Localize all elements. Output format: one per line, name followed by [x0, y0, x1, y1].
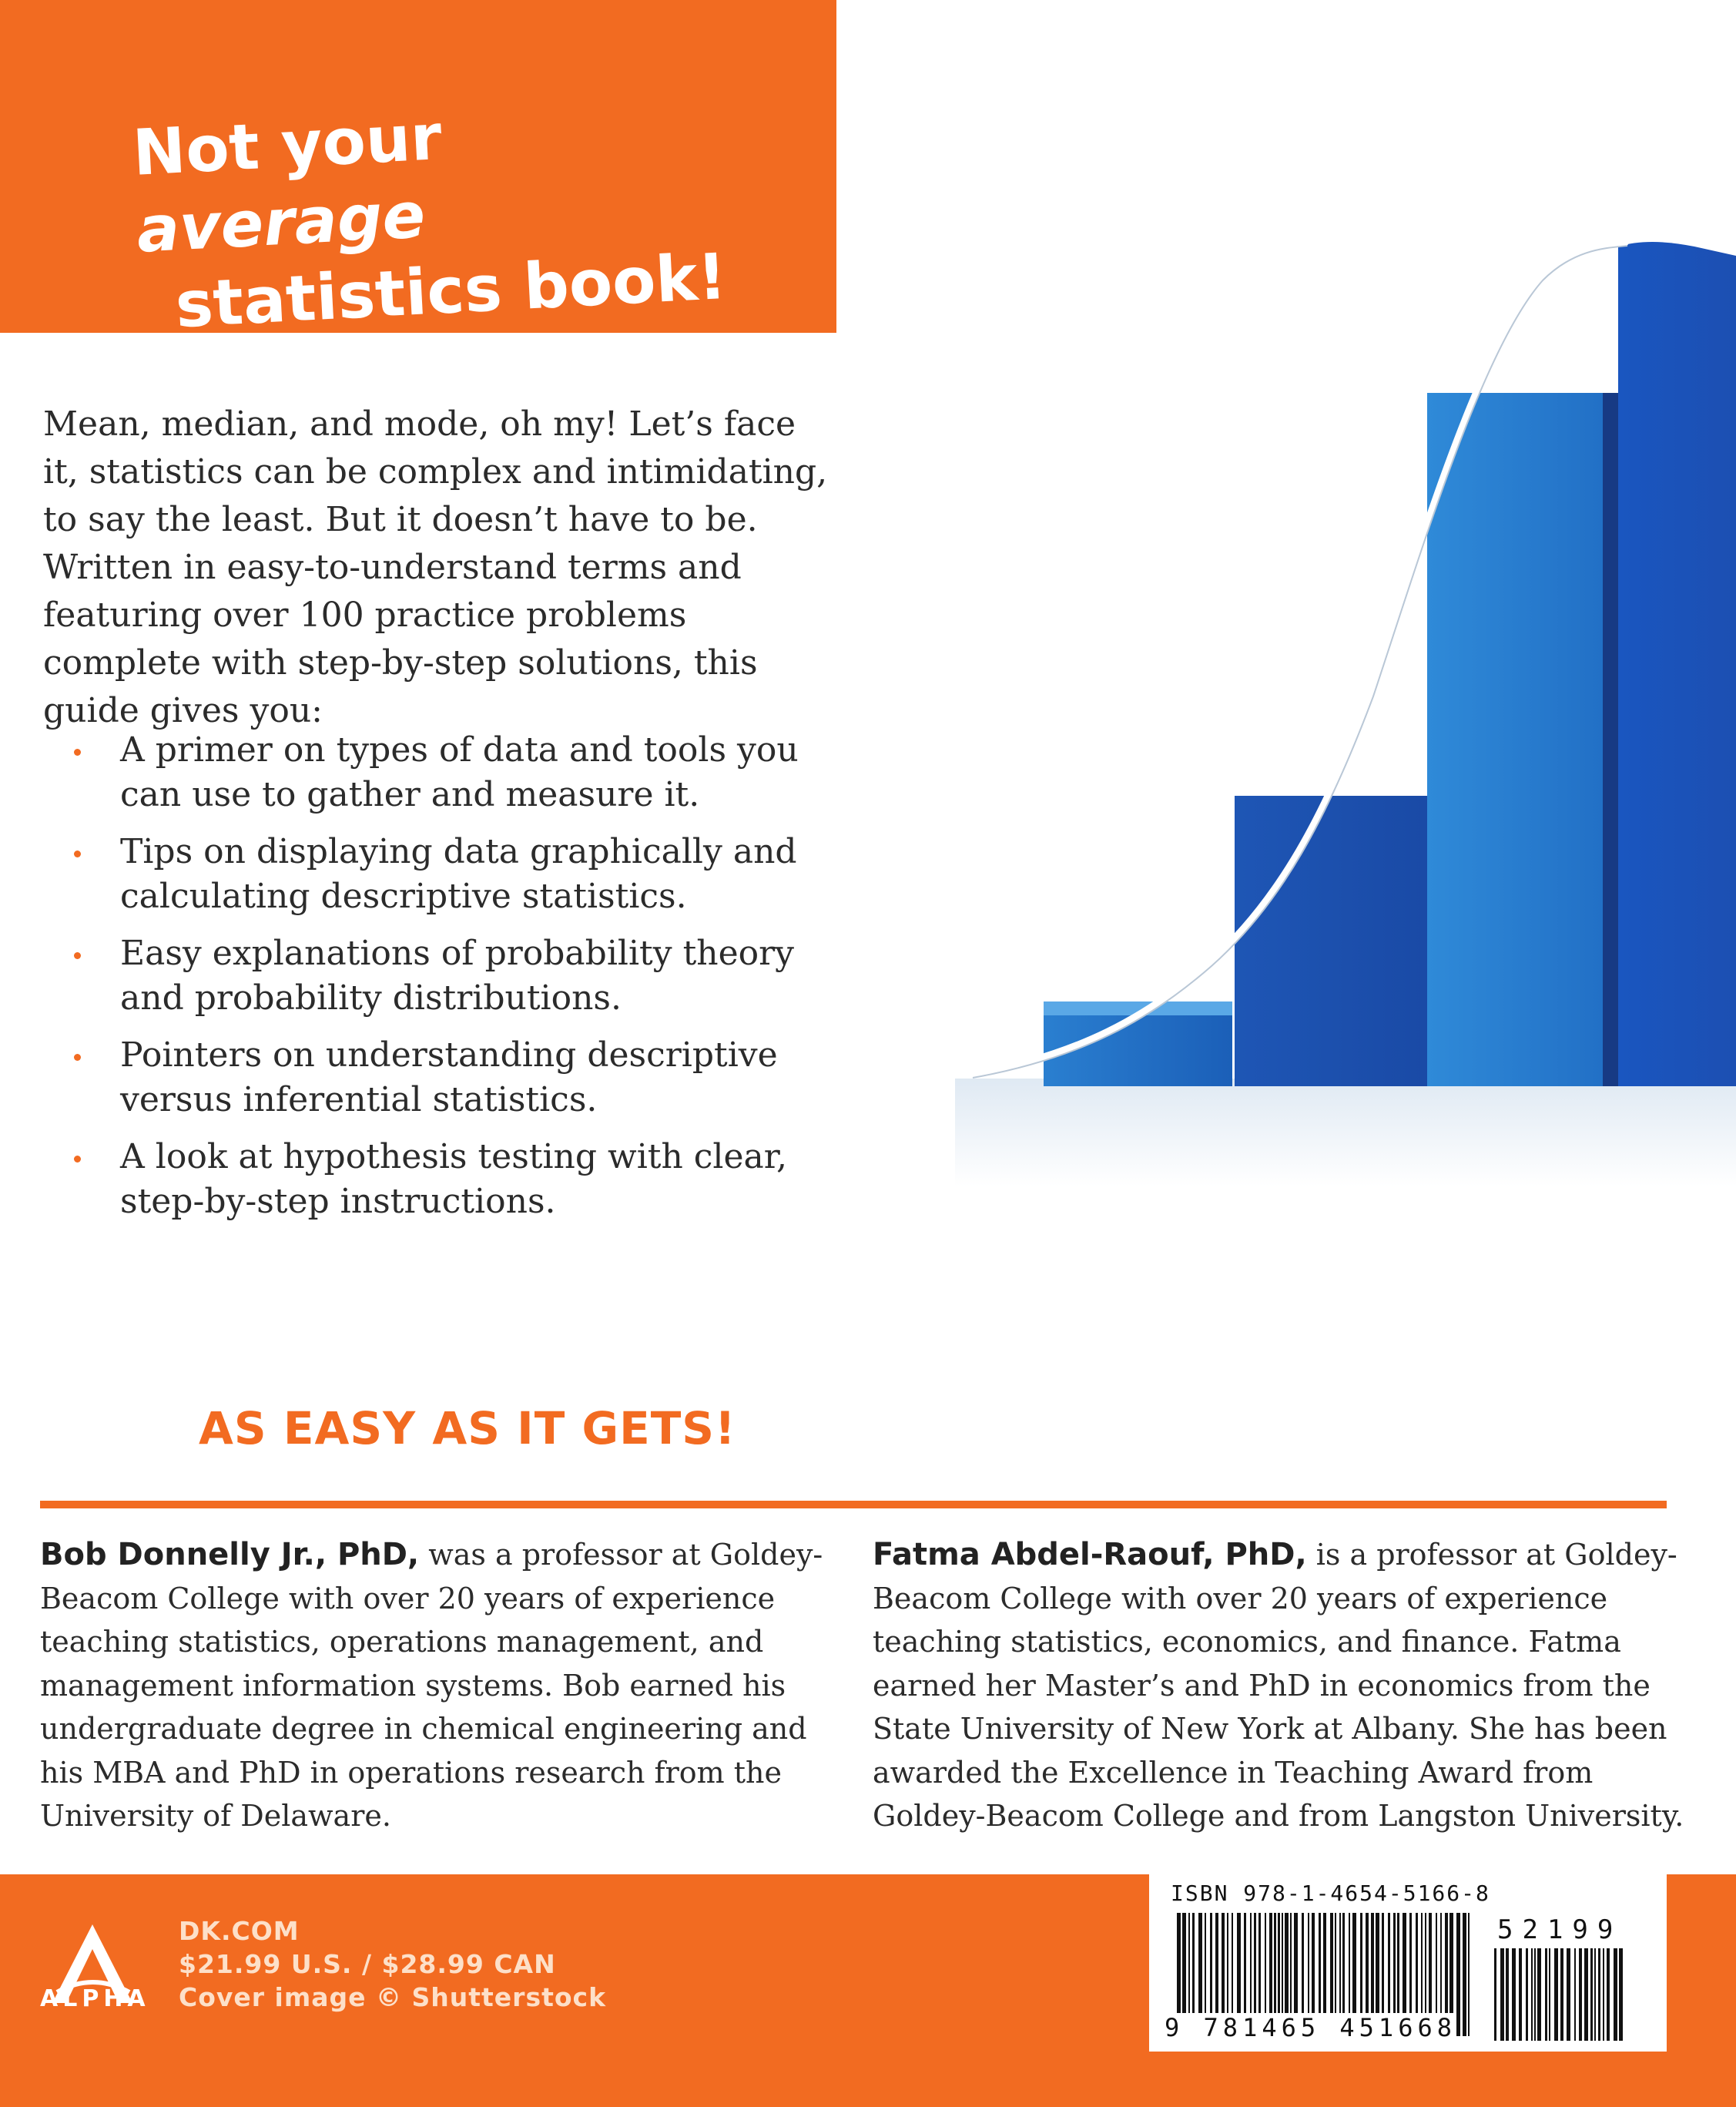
slogan: AS EASY AS IT GETS! — [199, 1402, 736, 1454]
barcode-stripe — [1560, 1948, 1563, 2041]
barcode-stripe — [1512, 1948, 1516, 2041]
barcode-stripe — [1545, 1948, 1547, 2041]
cover-credit: Cover image © Shutterstock — [179, 1982, 607, 2012]
barcode-stripe — [1614, 1948, 1617, 2041]
barcode-stripe — [1554, 1948, 1558, 2041]
section-divider — [40, 1501, 1667, 1508]
tagline-line2: statistics book! — [173, 240, 729, 343]
publisher-logo-text: ALPHA — [40, 1985, 150, 2012]
histogram-bar — [1618, 242, 1736, 1086]
bar-shadow — [1603, 393, 1618, 1086]
barcode-stripe — [1534, 1948, 1536, 2041]
bullet-dot-icon — [74, 1054, 81, 1061]
barcode-stripe — [1594, 1948, 1596, 2041]
feature-item: Easy explanations of probability theory and probability distributions. — [74, 931, 813, 1021]
price-code: 52199 — [1497, 1914, 1623, 1945]
barcode-stripe — [1531, 1948, 1533, 2041]
histogram-bar — [1235, 796, 1427, 1086]
barcode-panel — [1149, 1874, 1667, 2052]
price-text: $21.99 U.S. / $28.99 CAN — [179, 1949, 556, 1979]
tagline-emphasis: average — [135, 179, 427, 267]
author-bio — [40, 1533, 856, 1838]
barcode-stripe — [1579, 1948, 1582, 2041]
barcode-stripe — [1519, 1948, 1522, 2041]
barcode-stripe — [1456, 1913, 1460, 2036]
tagline — [131, 83, 759, 346]
price-barcode-icon — [1494, 1948, 1625, 2041]
feature-item: Pointers on understanding descriptive versus inferential statistics. — [74, 1033, 813, 1122]
barcode-stripe — [1506, 1948, 1509, 2041]
barcode-stripe — [1598, 1948, 1600, 2041]
barcode-stripe — [1500, 1948, 1504, 2041]
feature-item: Tips on displaying data graphically and calculating descriptive statistics. — [74, 830, 813, 919]
feature-item: A primer on types of data and tools you can use to gather and measure it. — [74, 728, 813, 817]
author-bio — [873, 1533, 1712, 1838]
reflection-floor — [955, 1079, 1736, 1186]
barcode-stripe — [1468, 1913, 1470, 2036]
isbn-text: ISBN 978-1-4654-5166-8 — [1171, 1881, 1490, 1906]
barcode-stripe — [1494, 1948, 1496, 2041]
website-text: DK.COM — [179, 1916, 300, 1946]
histogram-bar — [1427, 393, 1603, 1086]
barcode-stripe — [1603, 1948, 1604, 2041]
tagline-prefix: Not your — [131, 100, 444, 190]
barcode-stripe — [1584, 1948, 1588, 2041]
bullet-dot-icon — [74, 1156, 81, 1163]
author-name: Fatma Abdel-Raouf, PhD, — [873, 1537, 1307, 1572]
bullet-dot-icon — [74, 851, 81, 857]
ean-digits: 9 781465 451668 — [1165, 2013, 1456, 2042]
bullet-dot-icon — [74, 749, 81, 756]
author-name: Bob Donnelly Jr., PhD, — [40, 1537, 420, 1572]
bullet-dot-icon — [74, 952, 81, 959]
barcode-stripe — [1590, 1948, 1593, 2041]
barcode-stripe — [1526, 1948, 1528, 2041]
feature-item: A look at hypothesis testing with clear, step-by-step instructions. — [74, 1135, 813, 1224]
intro-paragraph: Mean, median, and mode, oh my! Let’s face it, statistics can be complex and intimidating, to say the least. But it doesn’t have to be. Written in easy-to-understand terms and featuring over 100 practice problems complete with step-by-step solutions, this guide gives you: — [43, 404, 828, 730]
feature-list — [74, 728, 813, 1236]
barcode-stripe — [1574, 1948, 1576, 2041]
barcode-stripe — [1549, 1948, 1550, 2041]
barcode-stripe — [1567, 1948, 1570, 2041]
author-bio-text: is a professor at Goldey-Beacom College with over 20 years of experience teaching statistics, economics, and finance. Fatma earned her Master’s and PhD in economics from the State University of New York at Albany. She has been awarded the Excellence in Teaching Award from Goldey-Beacom College and from Langston University. — [873, 1538, 1684, 1833]
barcode-stripe — [1607, 1948, 1610, 2041]
barcode-stripe — [1463, 1913, 1466, 2036]
barcode-stripe — [1619, 1948, 1623, 2041]
histogram-illustration — [955, 231, 1736, 1233]
barcode-stripe — [1537, 1948, 1541, 2041]
tagline-banner — [0, 0, 836, 343]
author-bio-text: was a professor at Goldey-Beacom College with over 20 years of experience teaching statistics, operations management, and management information systems. Bob earned his undergraduate degree in chemical engineering and his MBA and PhD in operations research from the University of Delaware. — [40, 1538, 823, 1833]
